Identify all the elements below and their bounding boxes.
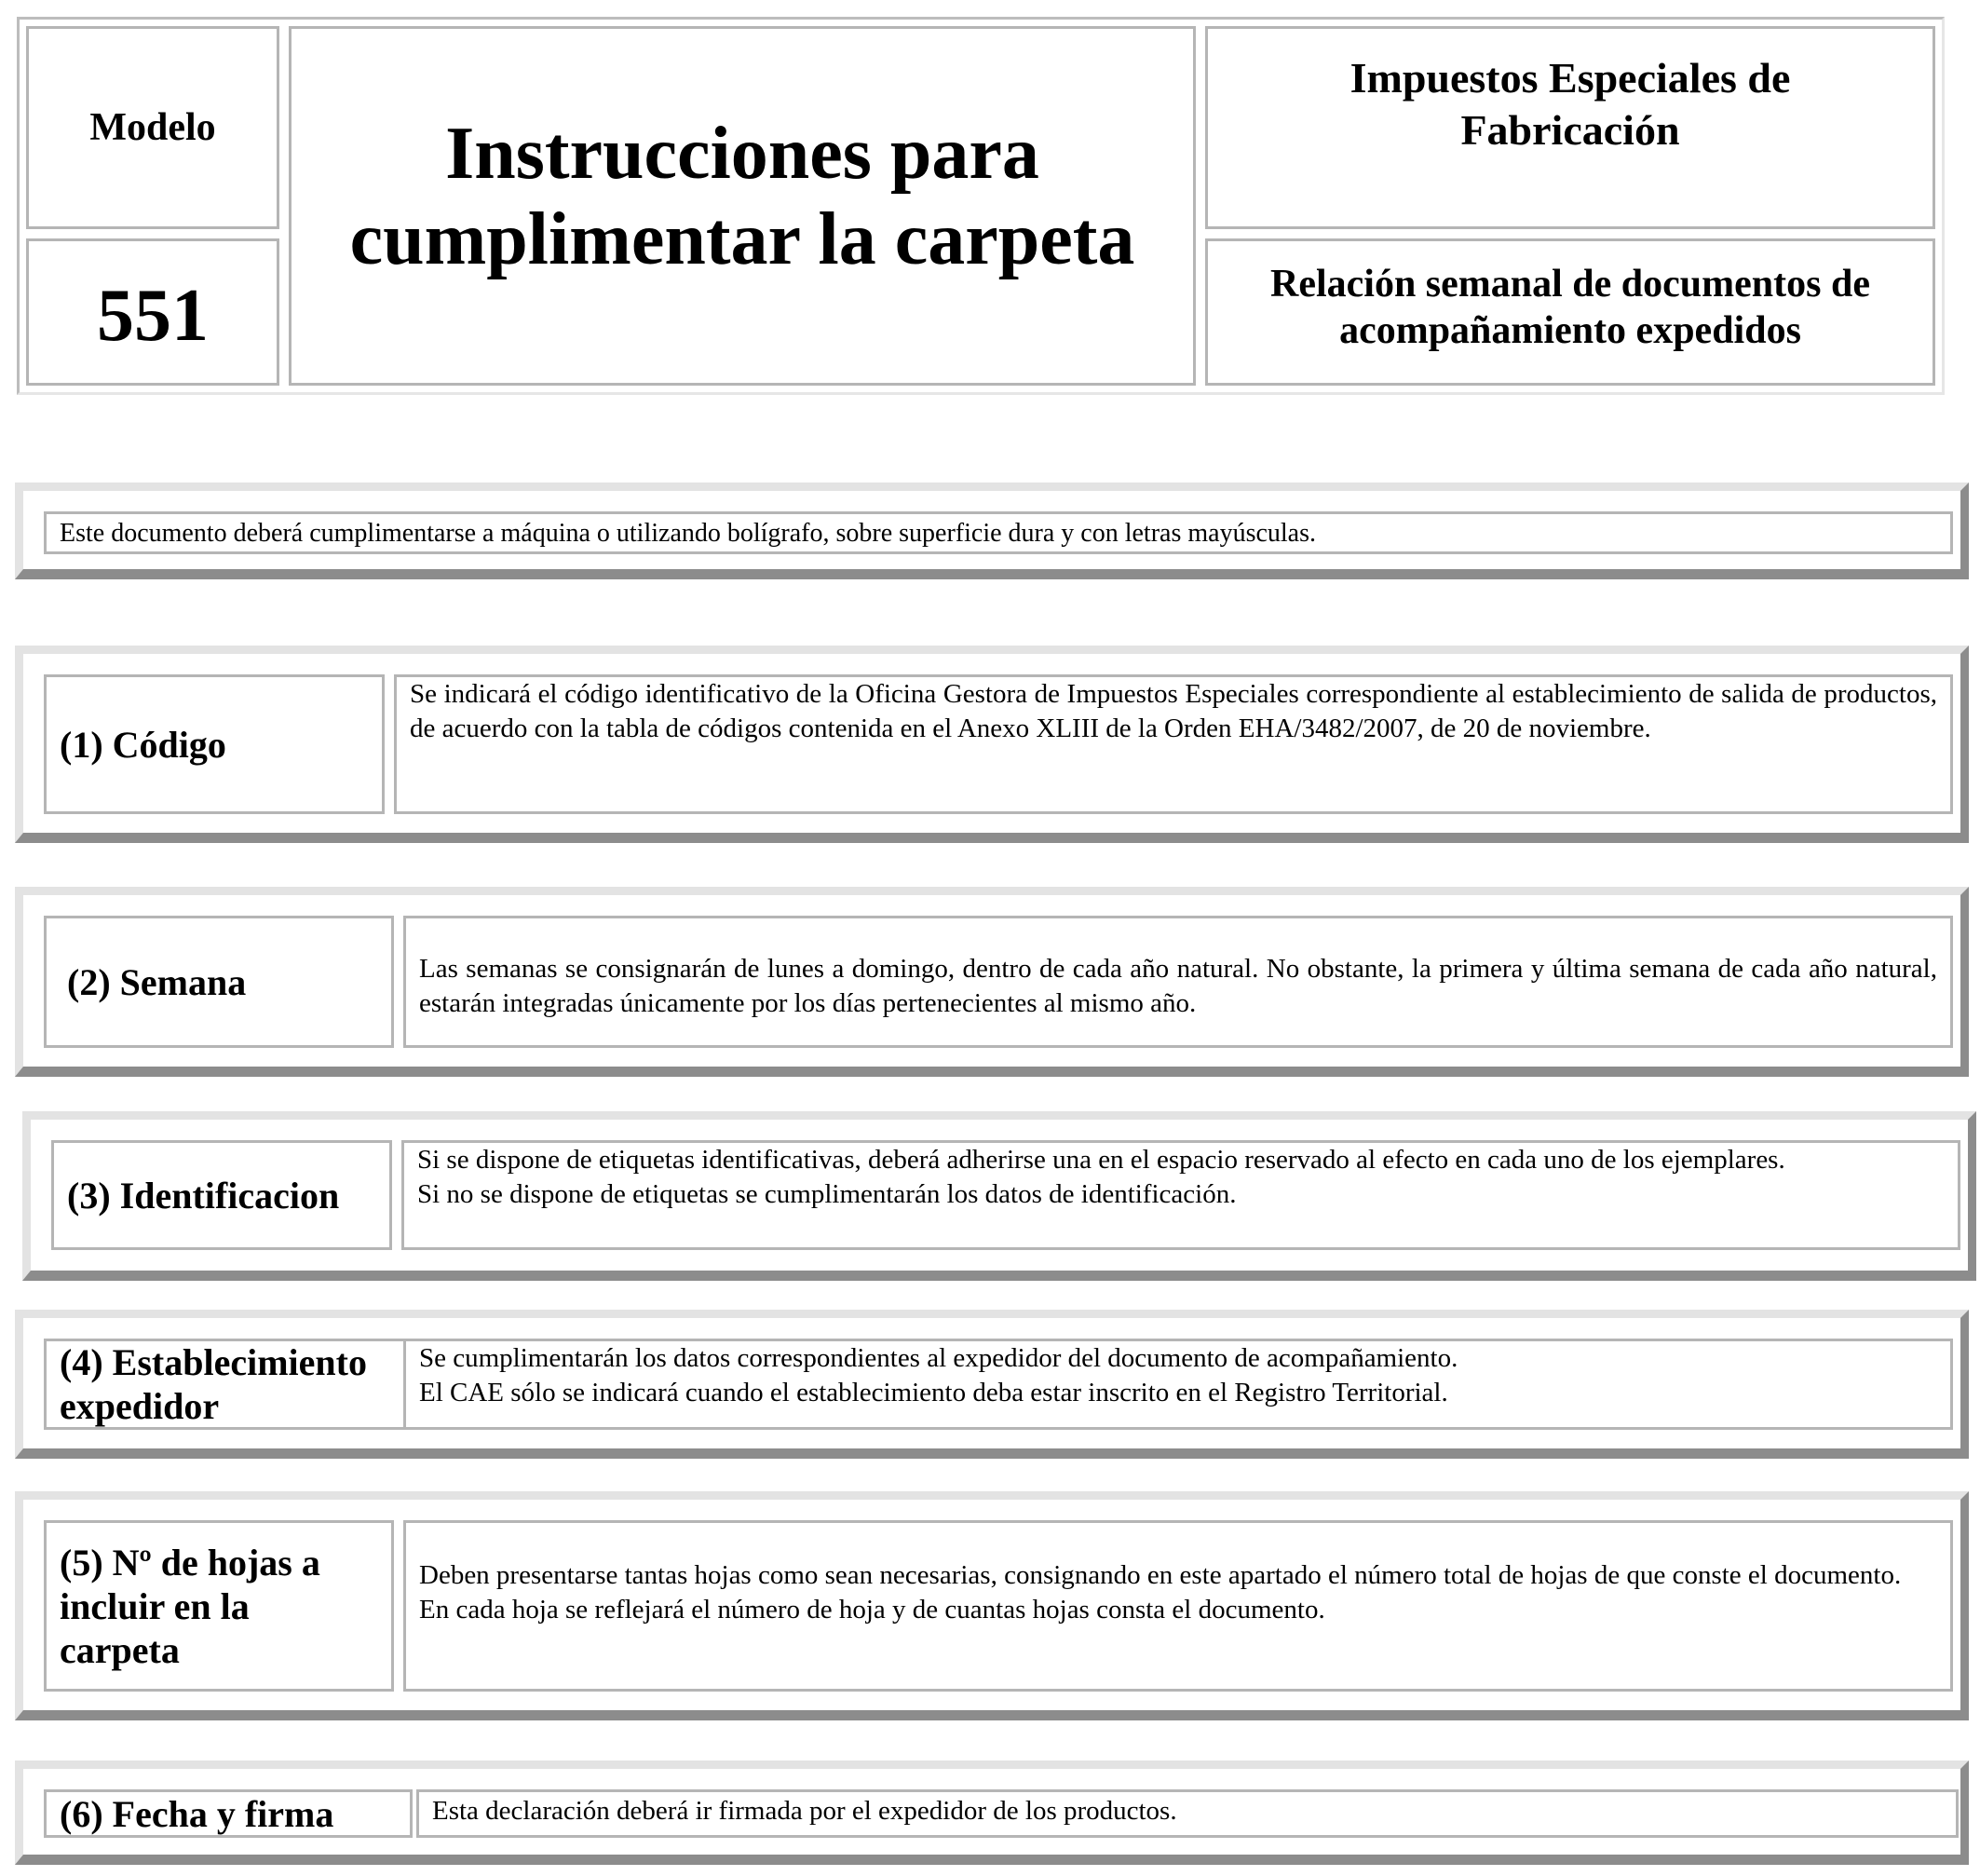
section-label xyxy=(51,1140,392,1250)
section-hojas xyxy=(15,1491,1969,1720)
section-label-line: carpeta xyxy=(60,1628,180,1671)
section-label xyxy=(44,1789,413,1838)
impuestos-heading xyxy=(1205,26,1935,229)
section-label-line: (3) Identificacion xyxy=(67,1174,340,1217)
modelo-label-text: Modelo xyxy=(89,106,216,149)
section-text-para: Si se dispone de etiquetas identificativas, deberá adherirse una en el espacio reservado al efecto en cada uno de los ejemplares. xyxy=(417,1145,1785,1175)
section-text-para: En cada hoja se reflejará el número de hoja y de cuantas hojas consta el documento. xyxy=(419,1595,1325,1625)
section-label-line: (4) Establecimiento xyxy=(60,1341,367,1383)
section-label-line: expedidor xyxy=(60,1385,220,1427)
section-label-line: (6) Fecha y firma xyxy=(60,1792,334,1835)
section-text xyxy=(403,916,1953,1048)
page-title-line2: cumplimentar la carpeta xyxy=(349,198,1135,280)
section-label-line: incluir en la xyxy=(60,1584,250,1627)
modelo-label xyxy=(26,26,279,229)
section-identificacion xyxy=(22,1111,1976,1281)
section-label xyxy=(44,1339,413,1430)
section-label-line: (5) Nº de hojas a xyxy=(60,1541,320,1584)
section-text-para: Se cumplimentarán los datos correspondientes al expedidor del documento de acompañamiento. xyxy=(419,1343,1458,1373)
section-semana xyxy=(15,887,1969,1077)
section-text-para: Si no se dispone de etiquetas se cumplimentarán los datos de identificación. xyxy=(417,1179,1237,1209)
section-label xyxy=(44,1520,394,1692)
section-label-line: (1) Código xyxy=(60,723,226,766)
impuestos-line2: Fabricación xyxy=(1460,106,1680,154)
intro-text: Este documento deberá cumplimentarse a máquina o utilizando bolígrafo, sobre superficie dura y con letras mayúsculas. xyxy=(44,511,1953,554)
section-text xyxy=(394,674,1953,814)
section-text xyxy=(401,1140,1960,1250)
page-title-line1: Instrucciones para xyxy=(445,113,1039,195)
section-text-para: Las semanas se consignarán de lunes a domingo, dentro de cada año natural. No obstante, la primera y última semana de cada año natural, estarán integradas únicamente por los días pertenecientes al mismo año. xyxy=(419,954,1937,1018)
relacion-line2: acompañamiento expedidos xyxy=(1339,309,1801,352)
relacion-heading xyxy=(1205,238,1935,386)
modelo-number-text: 551 xyxy=(97,274,209,357)
page-title xyxy=(289,26,1196,386)
section-codigo xyxy=(15,646,1969,843)
section-text-para: Se indicará el código identificativo de la Oficina Gestora de Impuestos Especiales correspondiente al establecimiento de salida de productos, de acuerdo con la tabla de códigos contenida en el Anexo XLIII de la Orden EHA/3482/2007, de 20 de noviembre. xyxy=(410,679,1937,743)
section-text-para: Esta declaración deberá ir firmada por el expedidor de los productos. xyxy=(432,1796,1177,1826)
section-text xyxy=(403,1339,1953,1430)
section-label xyxy=(44,916,394,1048)
modelo-number xyxy=(26,238,279,386)
section-text xyxy=(416,1789,1959,1838)
relacion-line1: Relación semanal de documentos de xyxy=(1270,263,1870,306)
section-label-line: (2) Semana xyxy=(67,960,247,1003)
section-fecha-firma xyxy=(15,1760,1969,1865)
section-label xyxy=(44,674,385,814)
section-text-para: El CAE sólo se indicará cuando el establecimiento deba estar inscrito en el Registro Territorial. xyxy=(419,1378,1448,1407)
section-text xyxy=(403,1520,1953,1692)
section-text-para: Deben presentarse tantas hojas como sean necesarias, consignando en este apartado el número total de hojas de que conste el documento. xyxy=(419,1560,1902,1590)
section-establecimiento xyxy=(15,1310,1969,1459)
impuestos-line1: Impuestos Especiales de xyxy=(1349,54,1791,102)
intro-box xyxy=(15,483,1969,579)
